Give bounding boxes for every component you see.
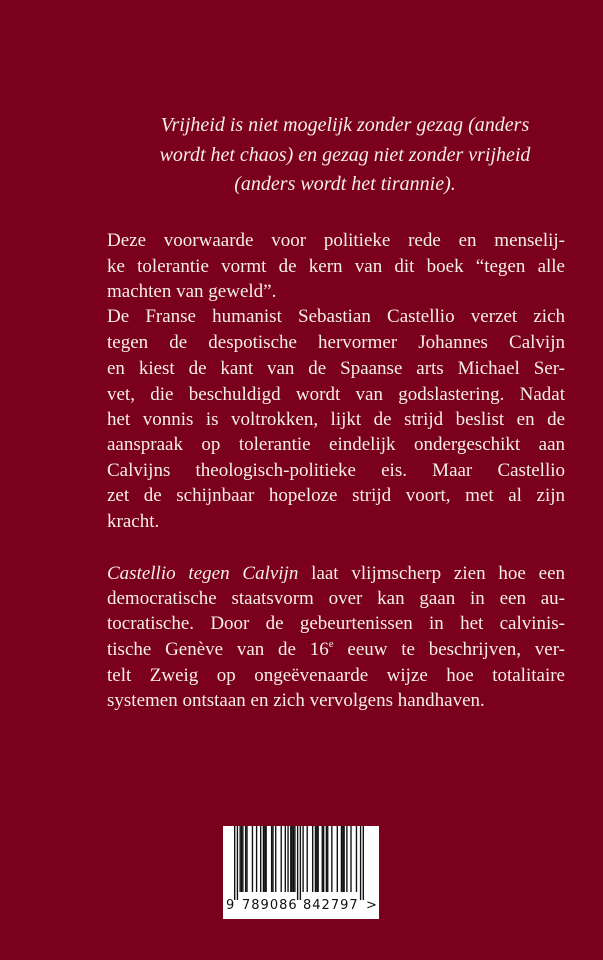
barcode-bar (360, 826, 361, 900)
text-line: Calvijns theologisch-politieke eis. Maar Castellio (107, 460, 565, 481)
barcode-bar (291, 826, 292, 892)
barcode-bar (237, 826, 238, 900)
book-title: Castellio tegen Calvijn (107, 563, 299, 584)
barcode-bar (272, 826, 273, 892)
barcode-arrow: > (366, 898, 377, 913)
text: laat vlijmscherp zien hoe een (298, 563, 565, 584)
text-line: vet, die beschuldigd wordt van godslastering. Nadat (107, 384, 565, 405)
barcode-bar (331, 826, 332, 892)
text-line: zet de schijnbaar hopeloze strijd voort, met al zijn (107, 485, 565, 506)
barcode-bar (281, 826, 282, 892)
barcode-bar (326, 826, 327, 892)
barcode-bar (293, 826, 294, 892)
text-line: De Franse humanist Sebastian Castellio verzet zich (107, 306, 565, 327)
barcode-bar (341, 826, 342, 892)
barcode-bar (363, 826, 364, 900)
barcode-digits-right: 842797 (303, 898, 359, 913)
barcode-bar (264, 826, 265, 892)
text: tische Genève van de 16 (107, 639, 329, 660)
quote-line: Vrijheid is niet mogelijk zonder gezag (anders (160, 114, 530, 136)
barcode-bar (285, 826, 286, 892)
text-line: kracht. (107, 511, 160, 532)
barcode-digits-left: 789086 (242, 898, 298, 913)
quote-line: (anders wordt het tirannie). (234, 173, 456, 195)
barcode-bar (356, 826, 357, 892)
text-line: het vonnis is voltrokken, lijkt de strijd beslist en de (107, 409, 565, 430)
barcode-bar (290, 826, 291, 892)
text-line: machten van geweld”. (107, 281, 277, 302)
barcode-bar (342, 826, 343, 892)
text-line: en kiest de kant van de Spaanse arts Michael Ser- (107, 358, 565, 379)
barcode-bar (300, 826, 301, 900)
barcode-bar (239, 826, 240, 892)
barcode-bar (252, 826, 253, 892)
barcode-bar (287, 826, 288, 892)
quote-line: wordt het chaos) en gezag niet zonder vrijheid (159, 144, 531, 166)
barcode-bar (312, 826, 313, 892)
barcode-bar (294, 826, 295, 892)
barcode-bar (245, 826, 246, 892)
text-line (107, 638, 565, 662)
barcode-bar (256, 826, 257, 892)
barcode-bar (297, 826, 298, 900)
text-line: Deze voorwaarde voor politieke rede en menselij- (107, 230, 565, 251)
barcode-bar (246, 826, 247, 892)
text-line: democratische staatsvorm over kan gaan in een au- (107, 588, 565, 609)
text-line: systemen ontstaan en zich vervolgens handhaven. (107, 690, 485, 711)
text-line: aanspraak op tolerantie eindelijk ondergeschikt aan (107, 434, 565, 455)
barcode-bar (316, 826, 317, 892)
text-line: tegen de despotische hervormer Johannes Calvijn (107, 332, 565, 353)
barcode-bar (307, 826, 308, 892)
barcode-bar (315, 826, 316, 892)
text-line: tocratische. Door de gebeurtenissen in het calvinis- (107, 613, 565, 634)
barcode-bar (350, 826, 351, 892)
barcode-bar (263, 826, 264, 892)
barcode-bar (317, 826, 318, 892)
barcode-bar (343, 826, 344, 892)
barcode-bar (271, 826, 272, 892)
barcode-bar (322, 826, 323, 892)
barcode-bars (234, 826, 364, 900)
barcode-bar (241, 826, 242, 892)
barcode-bar (302, 826, 303, 892)
barcode-bar (260, 826, 261, 892)
barcode-bar (275, 826, 276, 892)
barcode-bar (234, 826, 235, 900)
text-line: ke tolerantie vormt de kern van dit boek “tegen alle (107, 256, 565, 277)
text-line (107, 562, 565, 586)
barcode-bar (242, 826, 243, 892)
barcode-bar (337, 826, 338, 892)
barcode-bar (265, 826, 266, 892)
text: eeuw te beschrijven, ver- (333, 639, 565, 660)
barcode-bar (327, 826, 328, 892)
barcode-digit-first: 9 (226, 898, 235, 913)
barcode-bar (346, 826, 347, 892)
isbn-barcode (223, 826, 379, 919)
text-line: telt Zweig op ongeëvenaarde wijze hoe totalitaire (107, 665, 565, 686)
barcode-bar (323, 826, 324, 892)
superscript: e (328, 638, 334, 650)
